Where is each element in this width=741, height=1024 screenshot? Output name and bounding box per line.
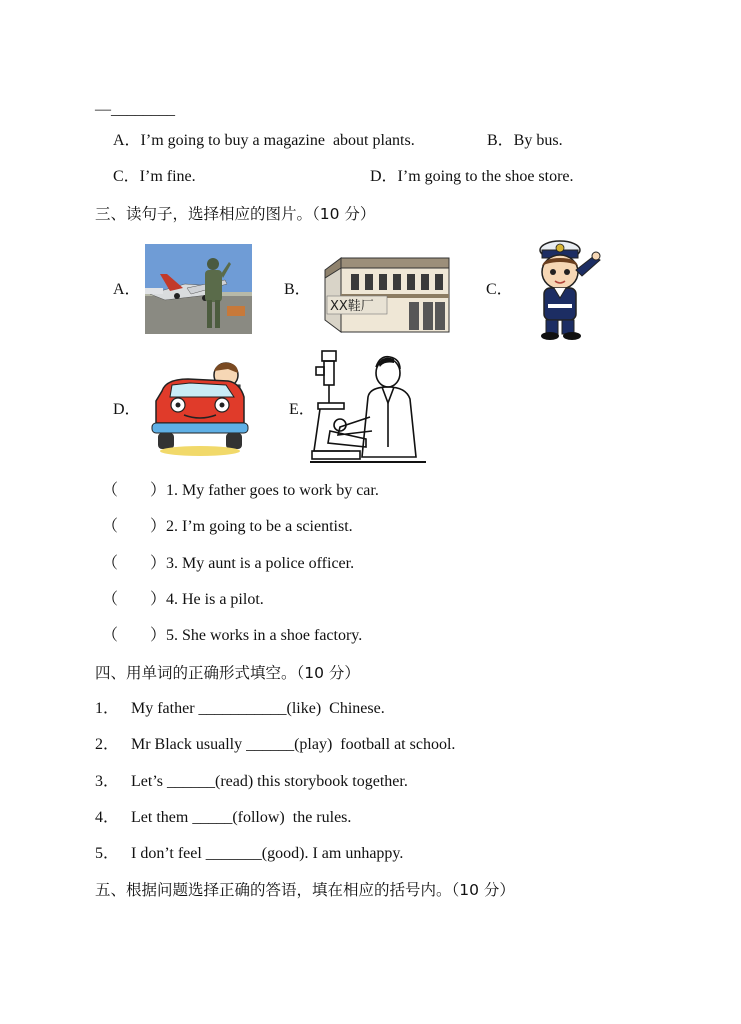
section5-heading: 五、根据问题选择正确的答语，填在相应的括号内。（10 分） (95, 881, 515, 899)
fill-item-number-5: 5． (95, 845, 120, 862)
picture-label-a: A． (113, 281, 141, 298)
picture-label-d: D． (113, 401, 141, 418)
option-d: D．I’m going to the shoe store. (370, 168, 574, 185)
matching-item-1: （ ）1. My father goes to work by car. (102, 482, 379, 499)
section4-heading: 四、用单词的正确形式填空。（10 分） (95, 664, 360, 682)
fill-item-number-3: 3． (95, 773, 120, 790)
fill-item-text-5: I don’t feel _______(good). I am unhappy. (131, 845, 404, 862)
driving-car-picture (148, 361, 252, 457)
matching-item-2: （ ）2. I’m going to be a scientist. (102, 518, 353, 535)
fill-item-text-3: Let’s ______(read) this storybook together. (131, 773, 408, 790)
fill-item-number-4: 4． (95, 809, 120, 826)
option-b: B．By bus. (487, 132, 563, 149)
fill-item-text-4: Let them _____(follow) the rules. (131, 809, 352, 826)
shoe-store-sign: XX鞋厂 (330, 299, 374, 314)
fill-item-text-1: My father ___________(like) Chinese. (131, 700, 385, 717)
picture-label-c: C． (486, 281, 513, 298)
pilot-picture (145, 244, 252, 334)
matching-item-4: （ ）4. He is a pilot. (102, 591, 264, 608)
option-a: A．I’m going to buy a magazine about plants. (113, 132, 415, 149)
police-officer-picture (514, 236, 608, 342)
matching-item-5: （ ）5. She works in a shoe factory. (102, 627, 363, 644)
picture-label-b: B． (284, 281, 311, 298)
scientist-picture (310, 347, 426, 467)
section3-heading: 三、读句子，选择相应的图片。（10 分） (95, 205, 376, 223)
picture-label-e: E． (289, 401, 315, 418)
option-c: C．I’m fine. (113, 168, 196, 185)
fill-item-number-2: 2． (95, 736, 120, 753)
fill-item-text-2: Mr Black usually ______(play) football at school. (131, 736, 456, 753)
fill-item-number-1: 1． (95, 700, 120, 717)
answer-blank-line: —________ (95, 101, 175, 118)
matching-item-3: （ ）3. My aunt is a police officer. (102, 555, 355, 572)
shoe-store-picture (323, 248, 451, 334)
